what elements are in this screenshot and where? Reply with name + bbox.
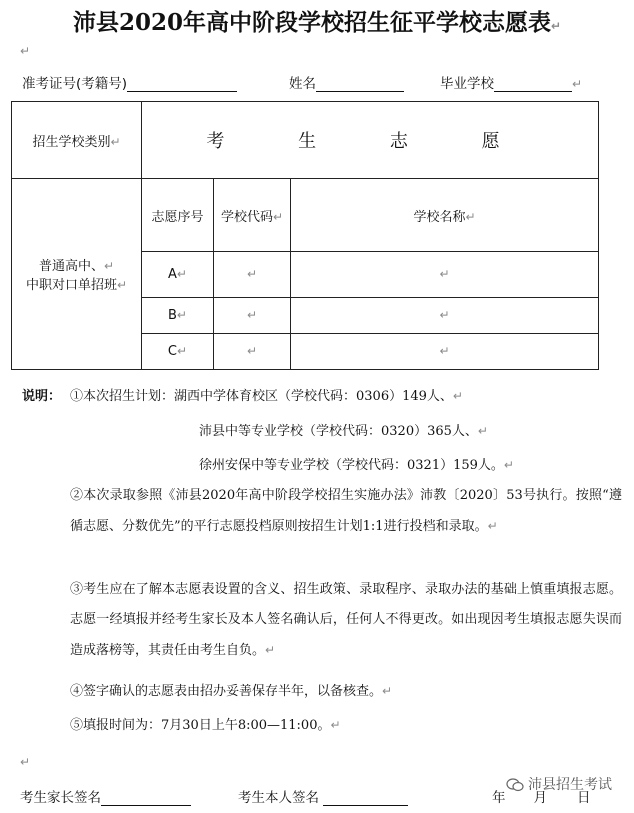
note-5: ⑤填报时间为：7月30日上午8:00—11:00。↵ [70,718,341,733]
watermark: 沛县招生考试 [506,774,612,794]
col-header-name: 学校名称↵ [291,179,599,252]
note-4: ④签字确认的志愿表由招办妥善保存半年，以备核查。↵ [70,684,393,699]
paragraph-mark: ↵ [550,19,562,33]
row-label: C↵ [142,334,214,370]
date-field[interactable]: 年 月 日 [492,790,591,806]
name-field: 姓名 [289,72,404,92]
exam-id-field: 准考证号(考籍号) [22,72,237,92]
row-label: A↵ [142,252,214,298]
paragraph-mark: ↵ [20,44,31,58]
parent-signature-blank[interactable] [101,791,191,806]
wish-table [11,101,599,370]
paragraph-mark: ↵ [20,755,31,769]
code-input-cell[interactable]: ↵ [214,298,291,334]
category-value-cell: 普通高中、↵ 中职对口单招班↵ [12,179,142,370]
exam-id-blank[interactable] [127,77,237,92]
school-blank[interactable] [494,77,572,92]
student-signature-field: 考生本人签名 [238,786,408,806]
code-input-cell[interactable]: ↵ [214,252,291,298]
code-input-cell[interactable]: ↵ [214,334,291,370]
category-header-cell: 招生学校类别↵ [12,102,142,179]
school-field: 毕业学校 ↵ [440,76,583,92]
col-header-number: 志愿序号 [142,179,214,252]
name-input-cell[interactable]: ↵ [291,298,599,334]
name-input-cell[interactable]: ↵ [291,334,599,370]
parent-signature-field: 考生家长签名 [20,786,191,806]
student-signature-blank[interactable] [323,791,408,806]
name-input-cell[interactable]: ↵ [291,252,599,298]
name-blank[interactable] [316,77,404,92]
note-3: ③考生应在了解本志愿表设置的含义、招生政策、录取程序、录取办法的基础上慎重填报志愿。志愿一经填报并经考生家长及本人签名确认后，任何人不得更改。如出现因考生填报志愿失误而造成落榜等，其责任由考生自负。↵ [70,582,622,658]
note-1-line-3: 徐州安保中等专业学校（学校代码：0321）159人。↵ [199,458,514,473]
col-header-code: 学校代码↵ [214,179,291,252]
notes-label: 说明： [22,389,62,404]
wechat-icon [506,778,524,792]
document-title: 沛县2020年高中阶段学校招生征平学校志愿表↵ [72,9,562,36]
row-label: B↵ [142,298,214,334]
note-2: ②本次录取参照《沛县2020年高中阶段学校招生实施办法》沛教〔2020〕53号执行。按照“遵循志愿、分数优先”的平行志愿投档原则按招生计划1:1进行投档和录取。↵ [70,488,622,534]
wish-header-cell: 考 生 志 愿 [142,102,599,179]
note-1-line-2: 沛县中等专业学校（学校代码：0320）365人、↵ [199,424,488,439]
note-1-line-1: ①本次招生计划：湖西中学体育校区（学校代码：0306）149人、↵ [70,389,463,404]
